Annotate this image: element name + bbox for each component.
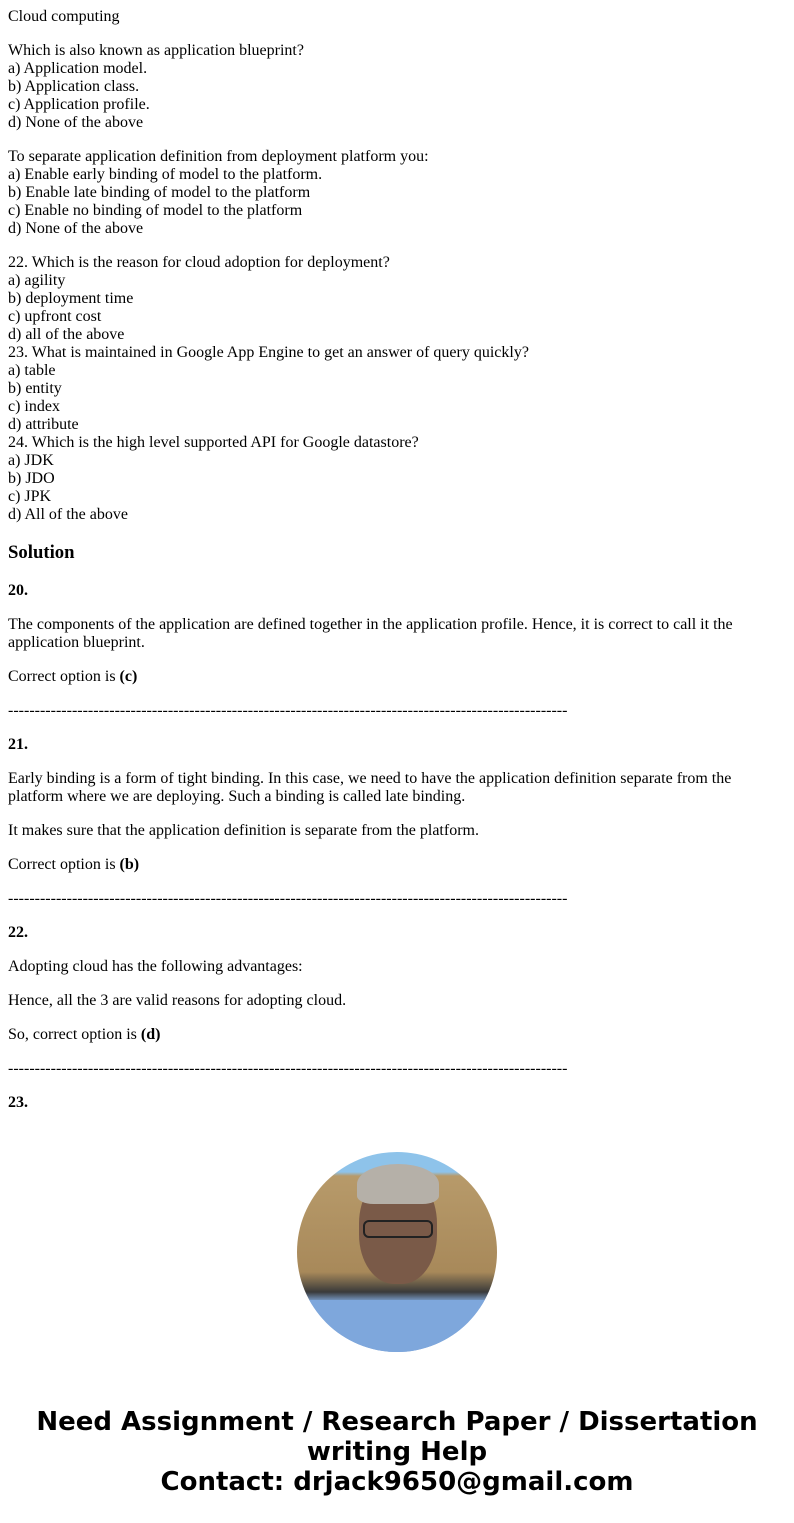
questions-22-24 [8, 254, 786, 524]
question-21 [8, 148, 786, 238]
solution-number: 23. [8, 1094, 28, 1111]
option: a) agility [8, 272, 66, 289]
contact-banner [8, 1407, 786, 1497]
question-text: To separate application definition from deployment platform you: [8, 148, 429, 165]
divider: --------------------------------------------------------------------------------------------------------- [8, 702, 568, 719]
option: a) Enable early binding of model to the platform. [8, 166, 323, 183]
option: b) JDO [8, 470, 55, 487]
answer: (b) [119, 856, 140, 873]
option: c) JPK [8, 488, 52, 505]
banner-line: writing Help [306, 1437, 488, 1467]
solution-text: Early binding is a form of tight binding. In this case, we need to have the application definition separate from the platform where we are deploying. Such a binding is called late binding. [8, 770, 732, 805]
solution-text: It makes sure that the application definition is separate from the platform. [8, 822, 479, 839]
option: b) Application class. [8, 78, 140, 95]
doc-title: Cloud computing [8, 8, 120, 25]
question-text: Which is also known as application blueprint? [8, 42, 304, 59]
divider: --------------------------------------------------------------------------------------------------------- [8, 1060, 568, 1077]
contact-email: Contact: drjack9650@gmail.com [160, 1467, 634, 1497]
option: c) index [8, 398, 60, 415]
option: d) All of the above [8, 506, 128, 523]
option: b) Enable late binding of model to the platform [8, 184, 311, 201]
option: c) upfront cost [8, 308, 102, 325]
question-text: 24. Which is the high level supported API for Google datastore? [8, 434, 419, 451]
option: c) Application profile. [8, 96, 150, 113]
option: a) Application model. [8, 60, 148, 77]
option: d) None of the above [8, 220, 144, 237]
solution-number: 21. [8, 736, 28, 753]
question-20 [8, 42, 786, 132]
author-photo-container [8, 1152, 786, 1357]
solution-number: 20. [8, 582, 28, 599]
option: d) None of the above [8, 114, 144, 131]
option: b) deployment time [8, 290, 134, 307]
answer-line [8, 856, 786, 874]
answer: (d) [140, 1026, 161, 1043]
solution-text: The components of the application are defined together in the application profile. Hence, it is correct to call it the application blueprint. [8, 616, 733, 651]
question-text: 22. Which is the reason for cloud adoption for deployment? [8, 254, 390, 271]
option: c) Enable no binding of model to the platform [8, 202, 303, 219]
author-photo [297, 1152, 497, 1352]
solution-text: Adopting cloud has the following advantages: [8, 958, 303, 975]
banner-line: Need Assignment / Research Paper / Dissertation [36, 1407, 758, 1437]
answer-line [8, 1026, 786, 1044]
answer-prefix: Correct option is [8, 668, 120, 685]
answer: (c) [119, 668, 138, 685]
answer-line [8, 668, 786, 686]
option: d) attribute [8, 416, 79, 433]
solution-text: Hence, all the 3 are valid reasons for adopting cloud. [8, 992, 347, 1009]
option: b) entity [8, 380, 62, 397]
answer-prefix: So, correct option is [8, 1026, 141, 1043]
option: d) all of the above [8, 326, 125, 343]
solution-heading: Solution [8, 542, 75, 563]
answer-prefix: Correct option is [8, 856, 120, 873]
divider: --------------------------------------------------------------------------------------------------------- [8, 890, 568, 907]
solution-number: 22. [8, 924, 28, 941]
option: a) JDK [8, 452, 54, 469]
question-text: 23. What is maintained in Google App Engine to get an answer of query quickly? [8, 344, 529, 361]
option: a) table [8, 362, 56, 379]
